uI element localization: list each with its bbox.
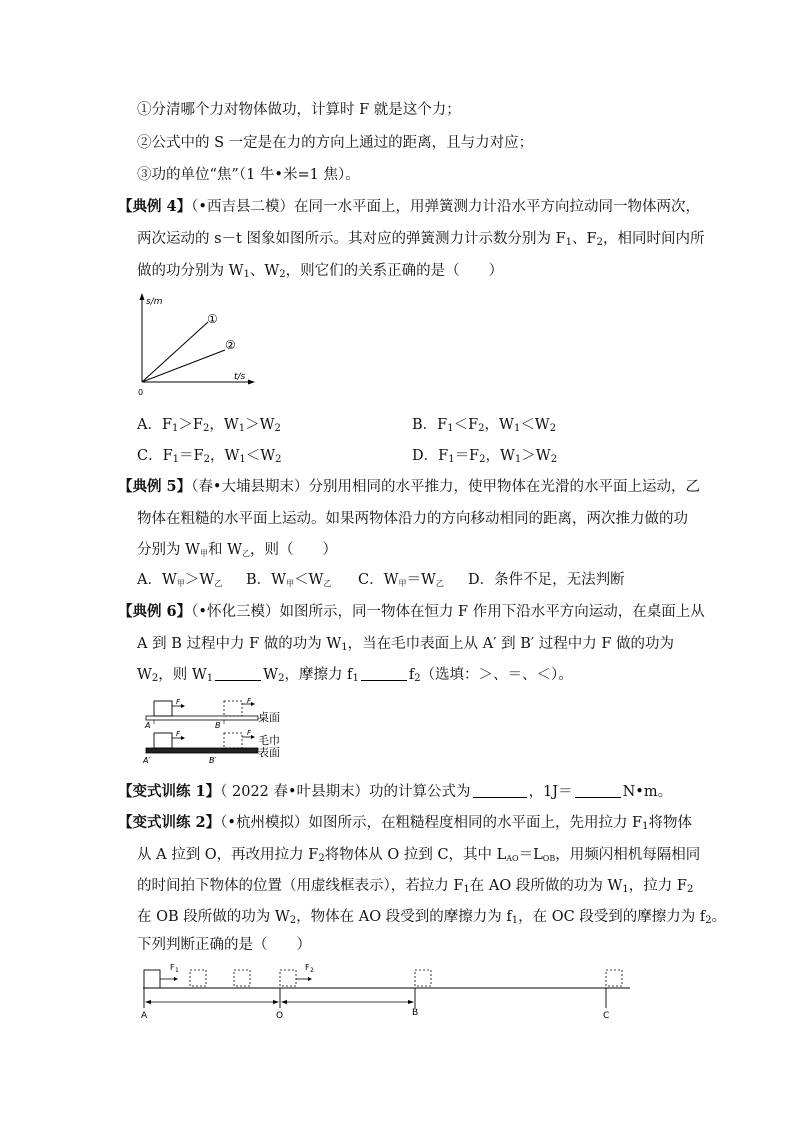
position-c [606,970,622,986]
example-6-line-3: $W_2$，则 $W_1$ $W_2$，摩擦力 $f_1$ $f_2$（选填：＞、＝、＜）。 [137,667,573,684]
dimension-ob-head-right [408,1000,414,1004]
point-c-label: C [603,1011,610,1021]
force-arrow-4-head [251,735,255,739]
example-4-tag: 【典例 4】 [118,198,192,215]
f1-label: F [170,963,175,972]
towel-surface [146,748,258,753]
line-1 [142,322,208,382]
example-5-option-d[interactable]: D．条件不足，无法判断 [468,572,625,588]
variant-2-line-1: 【变式训练 2】（•杭州模拟）如图所示，在粗糙程度相同的水平面上，先用拉力 $F_1$将物体 [118,814,692,832]
label-b-prime: B′ [209,756,217,765]
variant-2-line-3: 的时间拍下物体的位置（用虚线框表示），若拉力 $F_1$在 AO 段所做的功为 $W_1$，拉力 $F_2$ [137,878,694,895]
note-2: ②公式中的 S 一定是在力的方向上通过的距离，且与力对应； [137,135,534,151]
force-arrow-2-head [251,702,255,706]
x-axis-label: t/s [234,372,246,382]
line-2-label: ② [225,338,236,352]
towel-label-1: 毛巾 [258,734,280,747]
variant-2-line-5: 下列判断正确的是（ ） [137,937,311,953]
force-label-1: F [176,698,181,706]
f2-label: F [305,963,310,972]
dimension-ob-head-left [281,1000,287,1004]
blank-3[interactable] [473,783,527,798]
desk-surface [146,716,258,720]
label-a: A [145,721,151,730]
blank-1[interactable] [215,666,261,681]
point-a-label: A [141,1011,148,1021]
y-axis-label: s/m [146,297,163,307]
force-arrow-3-head [181,736,185,740]
position-2 [190,970,206,986]
point-o-label: O [276,1011,284,1021]
f2-arrow-head [308,977,312,981]
note-1: ①分清哪个力对物体做功，计算时 F 就是这个力； [137,102,461,118]
strobe-figure [135,960,635,1022]
example-6-line-1: 【典例 6】（•怀化三模）如图所示，同一物体在恒力 F 作用下沿水平方向运动，在桌面上从 [118,603,705,620]
force-label-4: F [247,729,252,737]
x-axis-arrow [248,380,255,385]
force-label-2: F [247,697,252,705]
position-3 [234,970,250,986]
dimension-ao-head-left [145,1000,151,1004]
block-a-prime [154,733,172,748]
desk-label: 桌面 [258,711,280,724]
block-b-prime-dashed [224,733,242,748]
variant-1-line: 【变式训练 1】（ 2022 春•叶县期末）功的计算公式为 ，1J＝ N•m。 [118,783,673,800]
block-a [154,701,172,716]
origin-label: 0 [138,388,144,397]
blank-2[interactable] [361,666,407,681]
example-4-option-d[interactable]: D．$F_1=F_2$，$W_1>W_2$ [412,448,558,465]
blank-4[interactable] [575,783,621,798]
f2-sub: 2 [310,967,314,974]
example-5-option-a[interactable]: A．$W_甲>W_乙$ [137,572,223,588]
example-4-line-1: 【典例 4】（•西吉县二模）在同一水平面上，用弹簧测力计沿水平方向拉动同一物体两次， [118,198,700,215]
example-4-option-b[interactable]: B．$F_1<F_2$，$W_1<W_2$ [412,417,557,434]
example-5-line-2: 物体在粗糙的水平面上运动。如果两物体沿力的方向移动相同的距离，两次推力做的功 [137,511,688,527]
variant-2-line-4: 在 OB 段所做的功为 $W_2$，物体在 AO 段受到的摩擦力为 $f_1$，在 OC 段受到的摩擦力为 $f_2$。 [137,909,727,926]
example-4-line-2: 两次运动的 s－t 图象如图所示。其对应的弹簧测力计示数分别为 $F_1$、$F_2$，相同时间内所 [137,231,705,248]
example-4-option-c[interactable]: C．$F_1=F_2$，$W_1<W_2$ [137,448,282,465]
example-5-option-c[interactable]: C．$W_甲=W_乙$ [358,572,444,588]
label-a-prime: A′ [143,756,151,765]
friction-figure [140,695,310,770]
example-6-tag: 【典例 6】 [118,603,192,620]
variant-2-tag: 【变式训练 2】 [118,814,221,831]
position-b [415,970,431,986]
line-2 [142,350,225,382]
point-b-label: B [412,1008,419,1018]
f1-sub: 1 [175,967,179,974]
example-5-line-3: 分别为 $W_甲$和 $W_乙$，则（ ） [137,542,338,558]
position-o [280,970,296,986]
line-1-label: ① [207,312,218,326]
block-b-dashed [224,701,242,716]
example-5-line-1: 【典例 5】（春•大埔县期末）分别用相同的水平推力，使甲物体在光滑的水平面上运动，乙 [118,478,700,495]
example-4-line-3: 做的功分别为 $W_1$、$W_2$，则它们的关系正确的是（ ） [137,263,504,280]
label-b: B [215,721,221,730]
towel-label-2: 表面 [258,746,280,759]
variant-1-tag: 【变式训练 1】 [118,783,221,800]
variant-2-line-2: 从 A 拉到 O，再改用拉力 $F_2$将物体从 O 拉到 C，其中 $L_{AO}=L_{OB}$，用频闪相机每隔相同 [137,847,701,864]
block-at-a [144,970,160,988]
f1-arrow-head [174,977,178,981]
force-arrow-1-head [181,704,185,708]
y-axis-arrow [140,293,145,300]
example-5-option-b[interactable]: B．$W_甲<W_乙$ [246,572,332,588]
force-label-3: F [176,730,181,738]
dimension-ao-head-right [273,1000,279,1004]
note-3: ③功的单位“焦”（1 牛•米=1 焦）。 [137,167,360,183]
s-t-graph [130,290,260,400]
example-5-tag: 【典例 5】 [118,478,192,495]
example-4-option-a[interactable]: A．$F_1>F_2$，$W_1>W_2$ [137,417,281,434]
example-6-line-2: A 到 B 过程中力 F 做的功为 $W_1$，当在毛巾表面上从 A′ 到 B′ 过程中力 F 做的功为 [137,636,675,653]
